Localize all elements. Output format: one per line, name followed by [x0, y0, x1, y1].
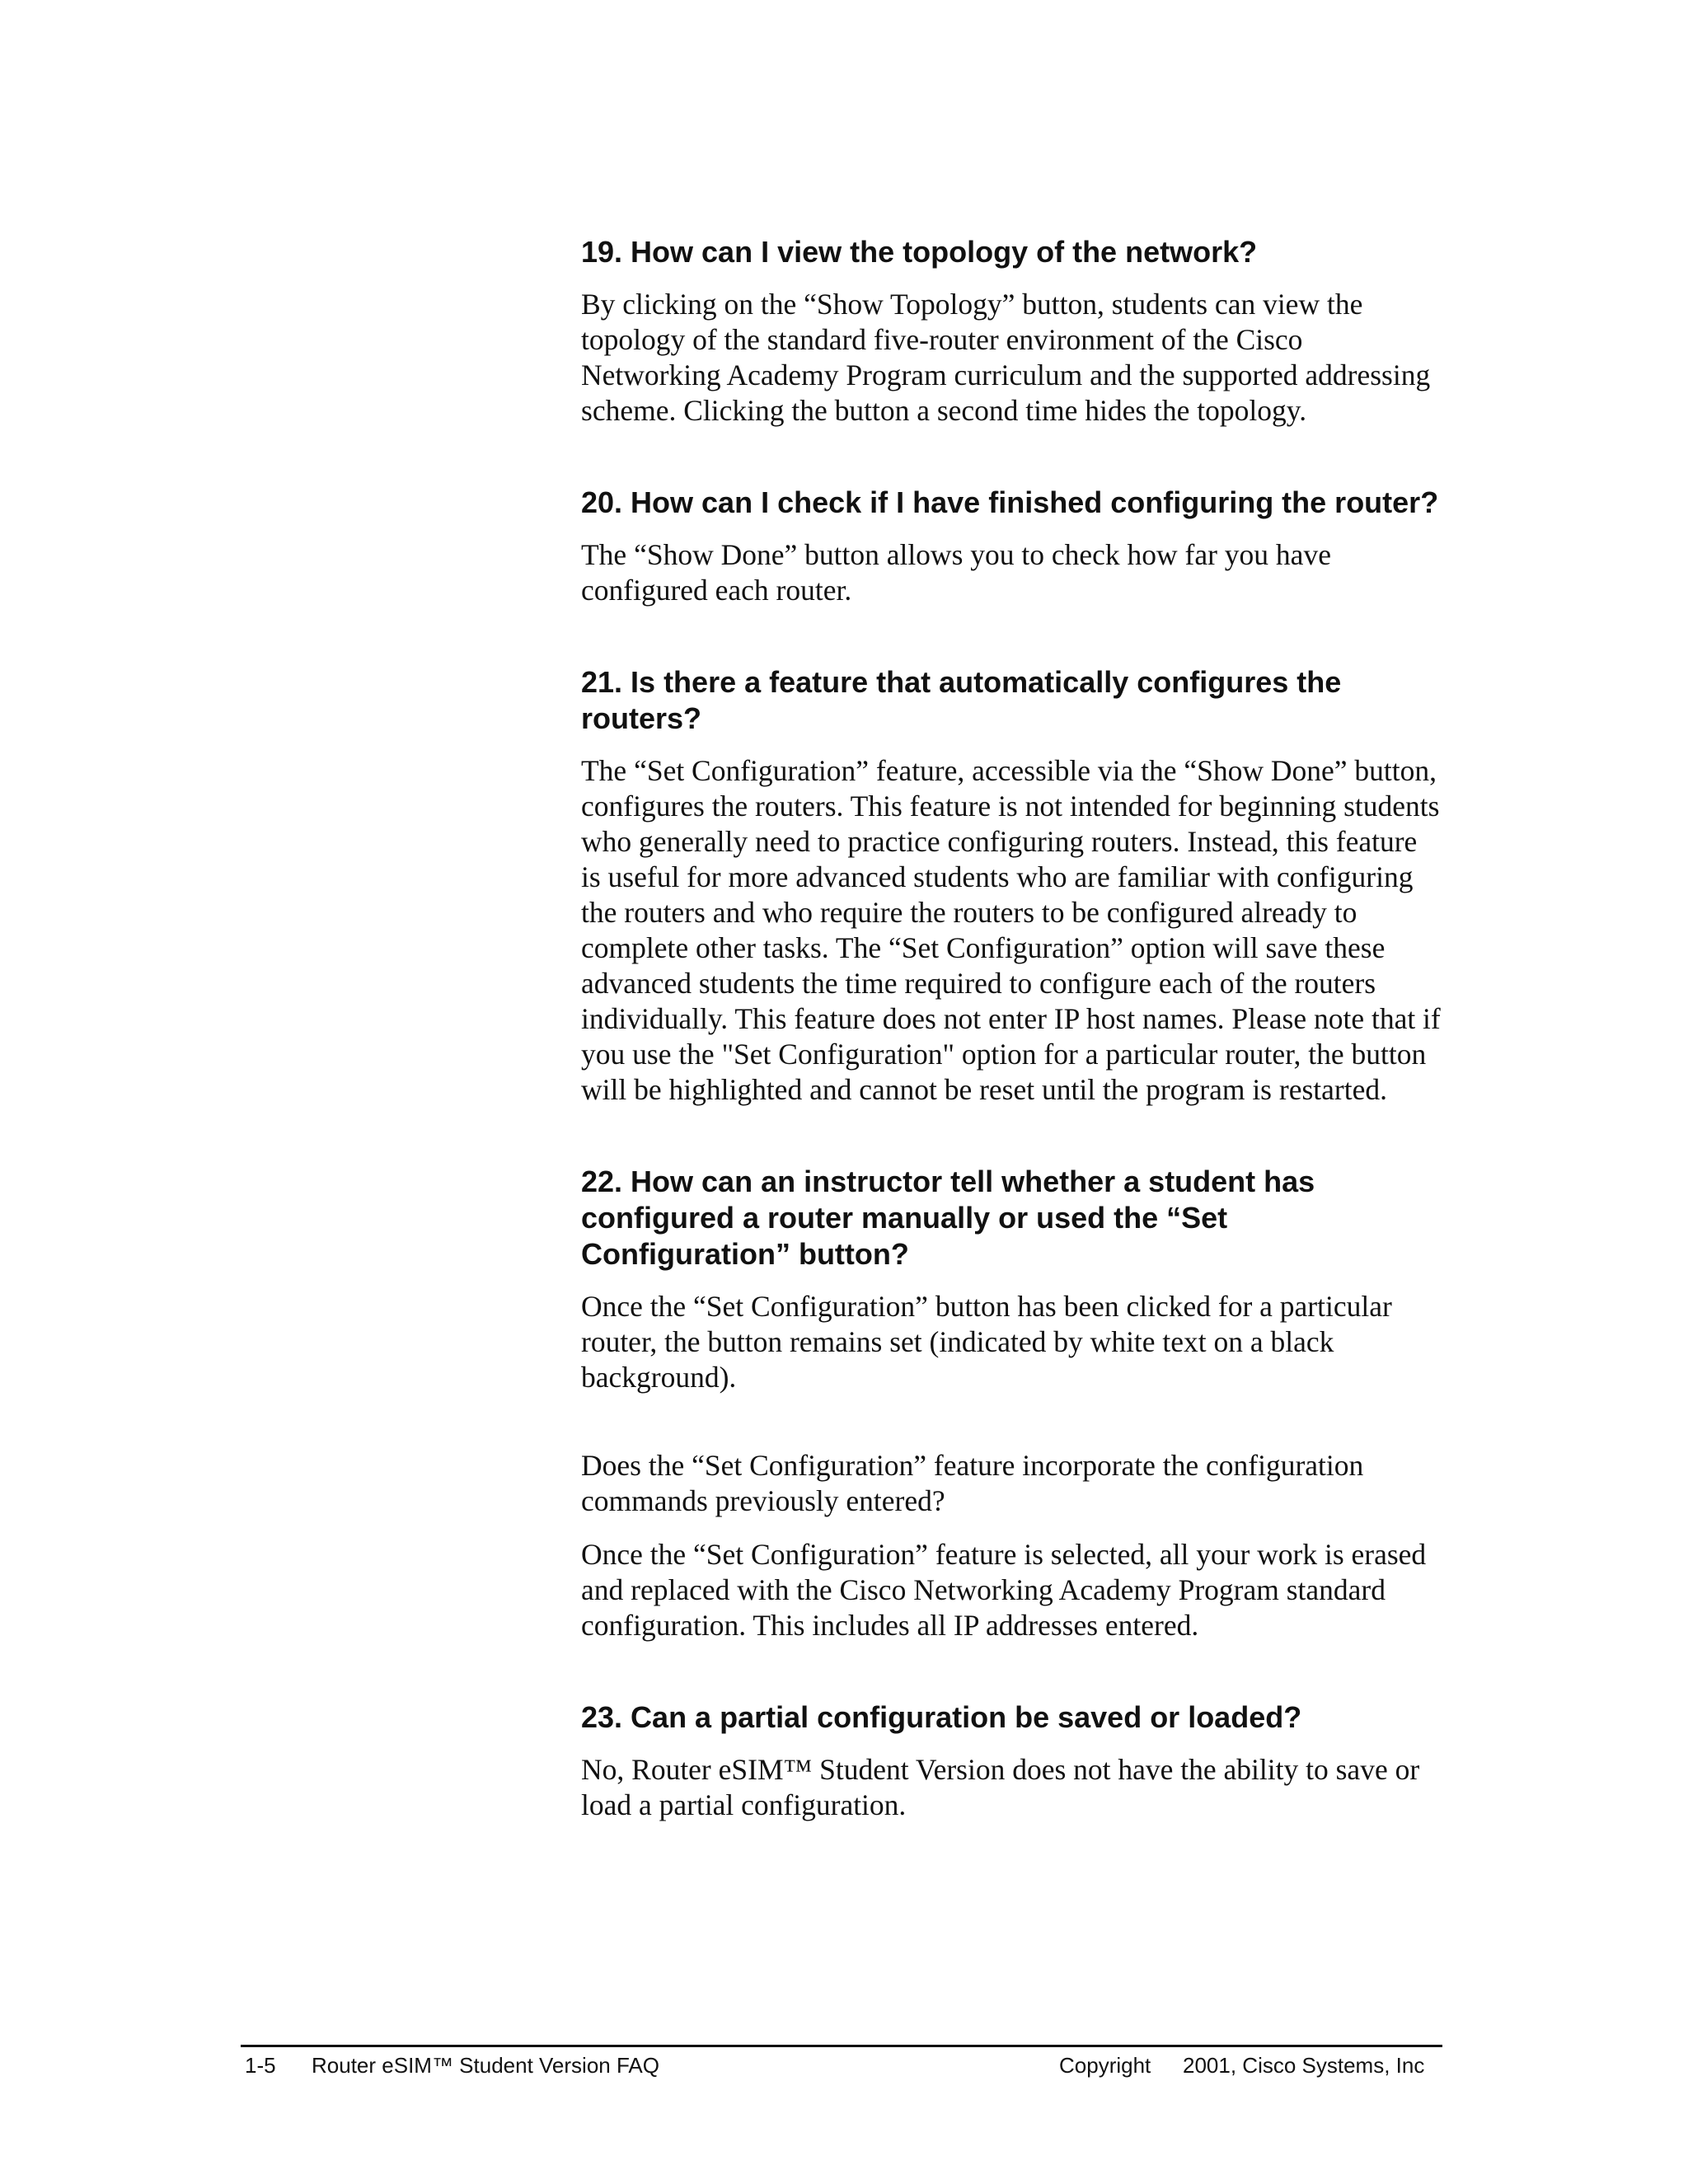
- footer-doc-title: Router eSIM™ Student Version FAQ: [312, 2053, 659, 2078]
- faq-section-23: [581, 1699, 1442, 1823]
- faq-question-20: 20. How can I check if I have finished configuring the router?: [581, 485, 1439, 519]
- faq-section-22: [581, 1164, 1442, 1643]
- faq-question-21: 21. Is there a feature that automatically configures the routers?: [581, 665, 1342, 735]
- faq-answer-19: By clicking on the “Show Topology” button, students can view the topology of the standard five-router environment of the Cisco Networking Academy Program curriculum and the supported addressing scheme. Clicking the button a second time hides the topology.: [581, 288, 1431, 427]
- faq-subquestion-22: Does the “Set Configuration” feature incorporate the configuration commands previously entered?: [581, 1449, 1364, 1517]
- faq-question-19: 19. How can I view the topology of the network?: [581, 235, 1258, 269]
- faq-section-20: [581, 485, 1442, 608]
- faq-question-23: 23. Can a partial configuration be saved or loaded?: [581, 1700, 1302, 1734]
- faq-question-22: 22. How can an instructor tell whether a student has configured a router manually or used the “Set Configuration” button?: [581, 1165, 1315, 1271]
- footer-copyright-label: Copyright: [1059, 2053, 1151, 2078]
- faq-answer-21: The “Set Configuration” feature, accessible via the “Show Done” button, configures the routers. This feature is not intended for beginning students who generally need to practice configuring routers. Instead, this feature is useful for more advanced students who are familiar with configuring the routers and who require the routers to be configured already to complete other tasks. The “Set Configuration” option will save these advanced students the time required to configure each of the routers individually. This feature does not enter IP host names. Please note that if you use the "Set Configuration" option for a particular router, the button will be highlighted and cannot be reset until the program is restarted.: [581, 754, 1441, 1106]
- footer-divider: [241, 2045, 1442, 2047]
- faq-content: [581, 234, 1442, 1823]
- faq-section-21: [581, 664, 1442, 1108]
- footer-copyright-holder: 2001, Cisco Systems, Inc: [1183, 2053, 1425, 2078]
- faq-section-19: [581, 234, 1442, 429]
- faq-answer-23: No, Router eSIM™ Student Version does not have the ability to save or load a partial configuration.: [581, 1753, 1420, 1821]
- footer-page-number: 1-5: [245, 2053, 276, 2078]
- faq-answer-22: Once the “Set Configuration” button has been clicked for a particular router, the button remains set (indicated by white text on a black background).: [581, 1290, 1392, 1394]
- faq-subanswer-22: Once the “Set Configuration” feature is selected, all your work is erased and replaced with the Cisco Networking Academy Program standard configuration. This includes all IP addresses entered.: [581, 1538, 1427, 1642]
- faq-answer-20: The “Show Done” button allows you to check how far you have configured each router.: [581, 538, 1331, 607]
